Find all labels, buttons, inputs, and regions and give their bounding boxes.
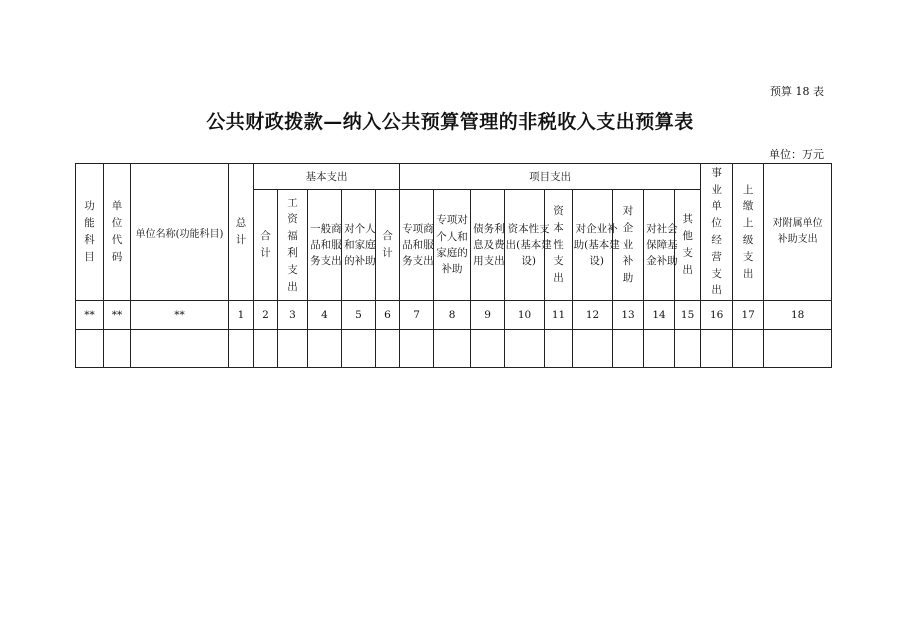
table-row-index (76, 301, 832, 330)
table-cell (675, 330, 701, 368)
table-cell: 11 (545, 301, 573, 330)
col-total: 总计 (229, 164, 254, 301)
table-cell: 14 (644, 301, 675, 330)
table-cell: 12 (573, 301, 613, 330)
table-cell (613, 330, 644, 368)
col-basic-sum: 合计 (254, 190, 278, 301)
table-cell (434, 330, 471, 368)
table-cell: 4 (308, 301, 342, 330)
table-cell: 2 (254, 301, 278, 330)
table-cell: 9 (471, 301, 505, 330)
table-cell: 16 (701, 301, 733, 330)
table-cell (573, 330, 613, 368)
table-cell: 18 (764, 301, 832, 330)
table-cell (400, 330, 434, 368)
col-special-goods: 专项商品和服务支出 (400, 190, 434, 301)
col-other: 其他支出 (675, 190, 701, 301)
col-unit-code: 单位代码 (104, 164, 131, 301)
col-capital: 资本性支出 (545, 190, 573, 301)
col-capital-construction: 资本性支出(基本建设) (505, 190, 545, 301)
table-cell (545, 330, 573, 368)
table-cell (733, 330, 764, 368)
unit-label: 单位：万元 (769, 148, 824, 161)
table-cell: 17 (733, 301, 764, 330)
group-project-expenditure: 项目支出 (400, 164, 701, 190)
col-individual-subsidy: 对个人和家庭的补助 (342, 190, 376, 301)
table-cell (376, 330, 400, 368)
col-social-security: 对社会保障基金补助 (644, 190, 675, 301)
col-enterprise-construction: 对企业补助(基本建设) (573, 190, 613, 301)
col-affiliated-subsidy: 对附属单位补助支出 (764, 164, 832, 301)
col-upper-level: 上缴上级支出 (733, 164, 764, 301)
table-cell: 10 (505, 301, 545, 330)
table-cell: 8 (434, 301, 471, 330)
table-cell: 13 (613, 301, 644, 330)
col-unit-name: 单位名称(功能科目) (131, 164, 229, 301)
table-cell: 15 (675, 301, 701, 330)
table-cell: ** (131, 301, 229, 330)
col-goods-services: 一般商品和服务支出 (308, 190, 342, 301)
table-cell (764, 330, 832, 368)
col-wages: 工资福利支出 (278, 190, 308, 301)
table-cell (76, 330, 104, 368)
table-row-blank (76, 330, 832, 368)
table-cell (308, 330, 342, 368)
table-cell (644, 330, 675, 368)
table-cell: 7 (400, 301, 434, 330)
table-cell: 6 (376, 301, 400, 330)
table-cell (229, 330, 254, 368)
header-row-groups (76, 164, 832, 190)
col-enterprise-subsidy: 对企业补助 (613, 190, 644, 301)
table-cell (505, 330, 545, 368)
table-cell (342, 330, 376, 368)
table-cell: 5 (342, 301, 376, 330)
table-cell (701, 330, 733, 368)
table-cell: 3 (278, 301, 308, 330)
table-cell: ** (76, 301, 104, 330)
table-cell: 1 (229, 301, 254, 330)
page-title: 公共财政拨款—纳入公共预算管理的非税收入支出预算表 (206, 111, 694, 133)
col-business-operation: 事业单位经营支出 (701, 164, 733, 301)
table-cell: ** (104, 301, 131, 330)
col-debt-interest: 债务利息及费用支出 (471, 190, 505, 301)
table-cell (278, 330, 308, 368)
group-basic-expenditure: 基本支出 (254, 164, 400, 190)
table-cell (104, 330, 131, 368)
col-func-subject: 功能科目 (76, 164, 104, 301)
table-number: 预算 18 表 (770, 85, 824, 98)
budget-table (75, 163, 832, 368)
table-cell (254, 330, 278, 368)
col-special-individual: 专项对个人和家庭的补助 (434, 190, 471, 301)
table-cell (131, 330, 229, 368)
table-cell (471, 330, 505, 368)
col-project-sum: 合计 (376, 190, 400, 301)
